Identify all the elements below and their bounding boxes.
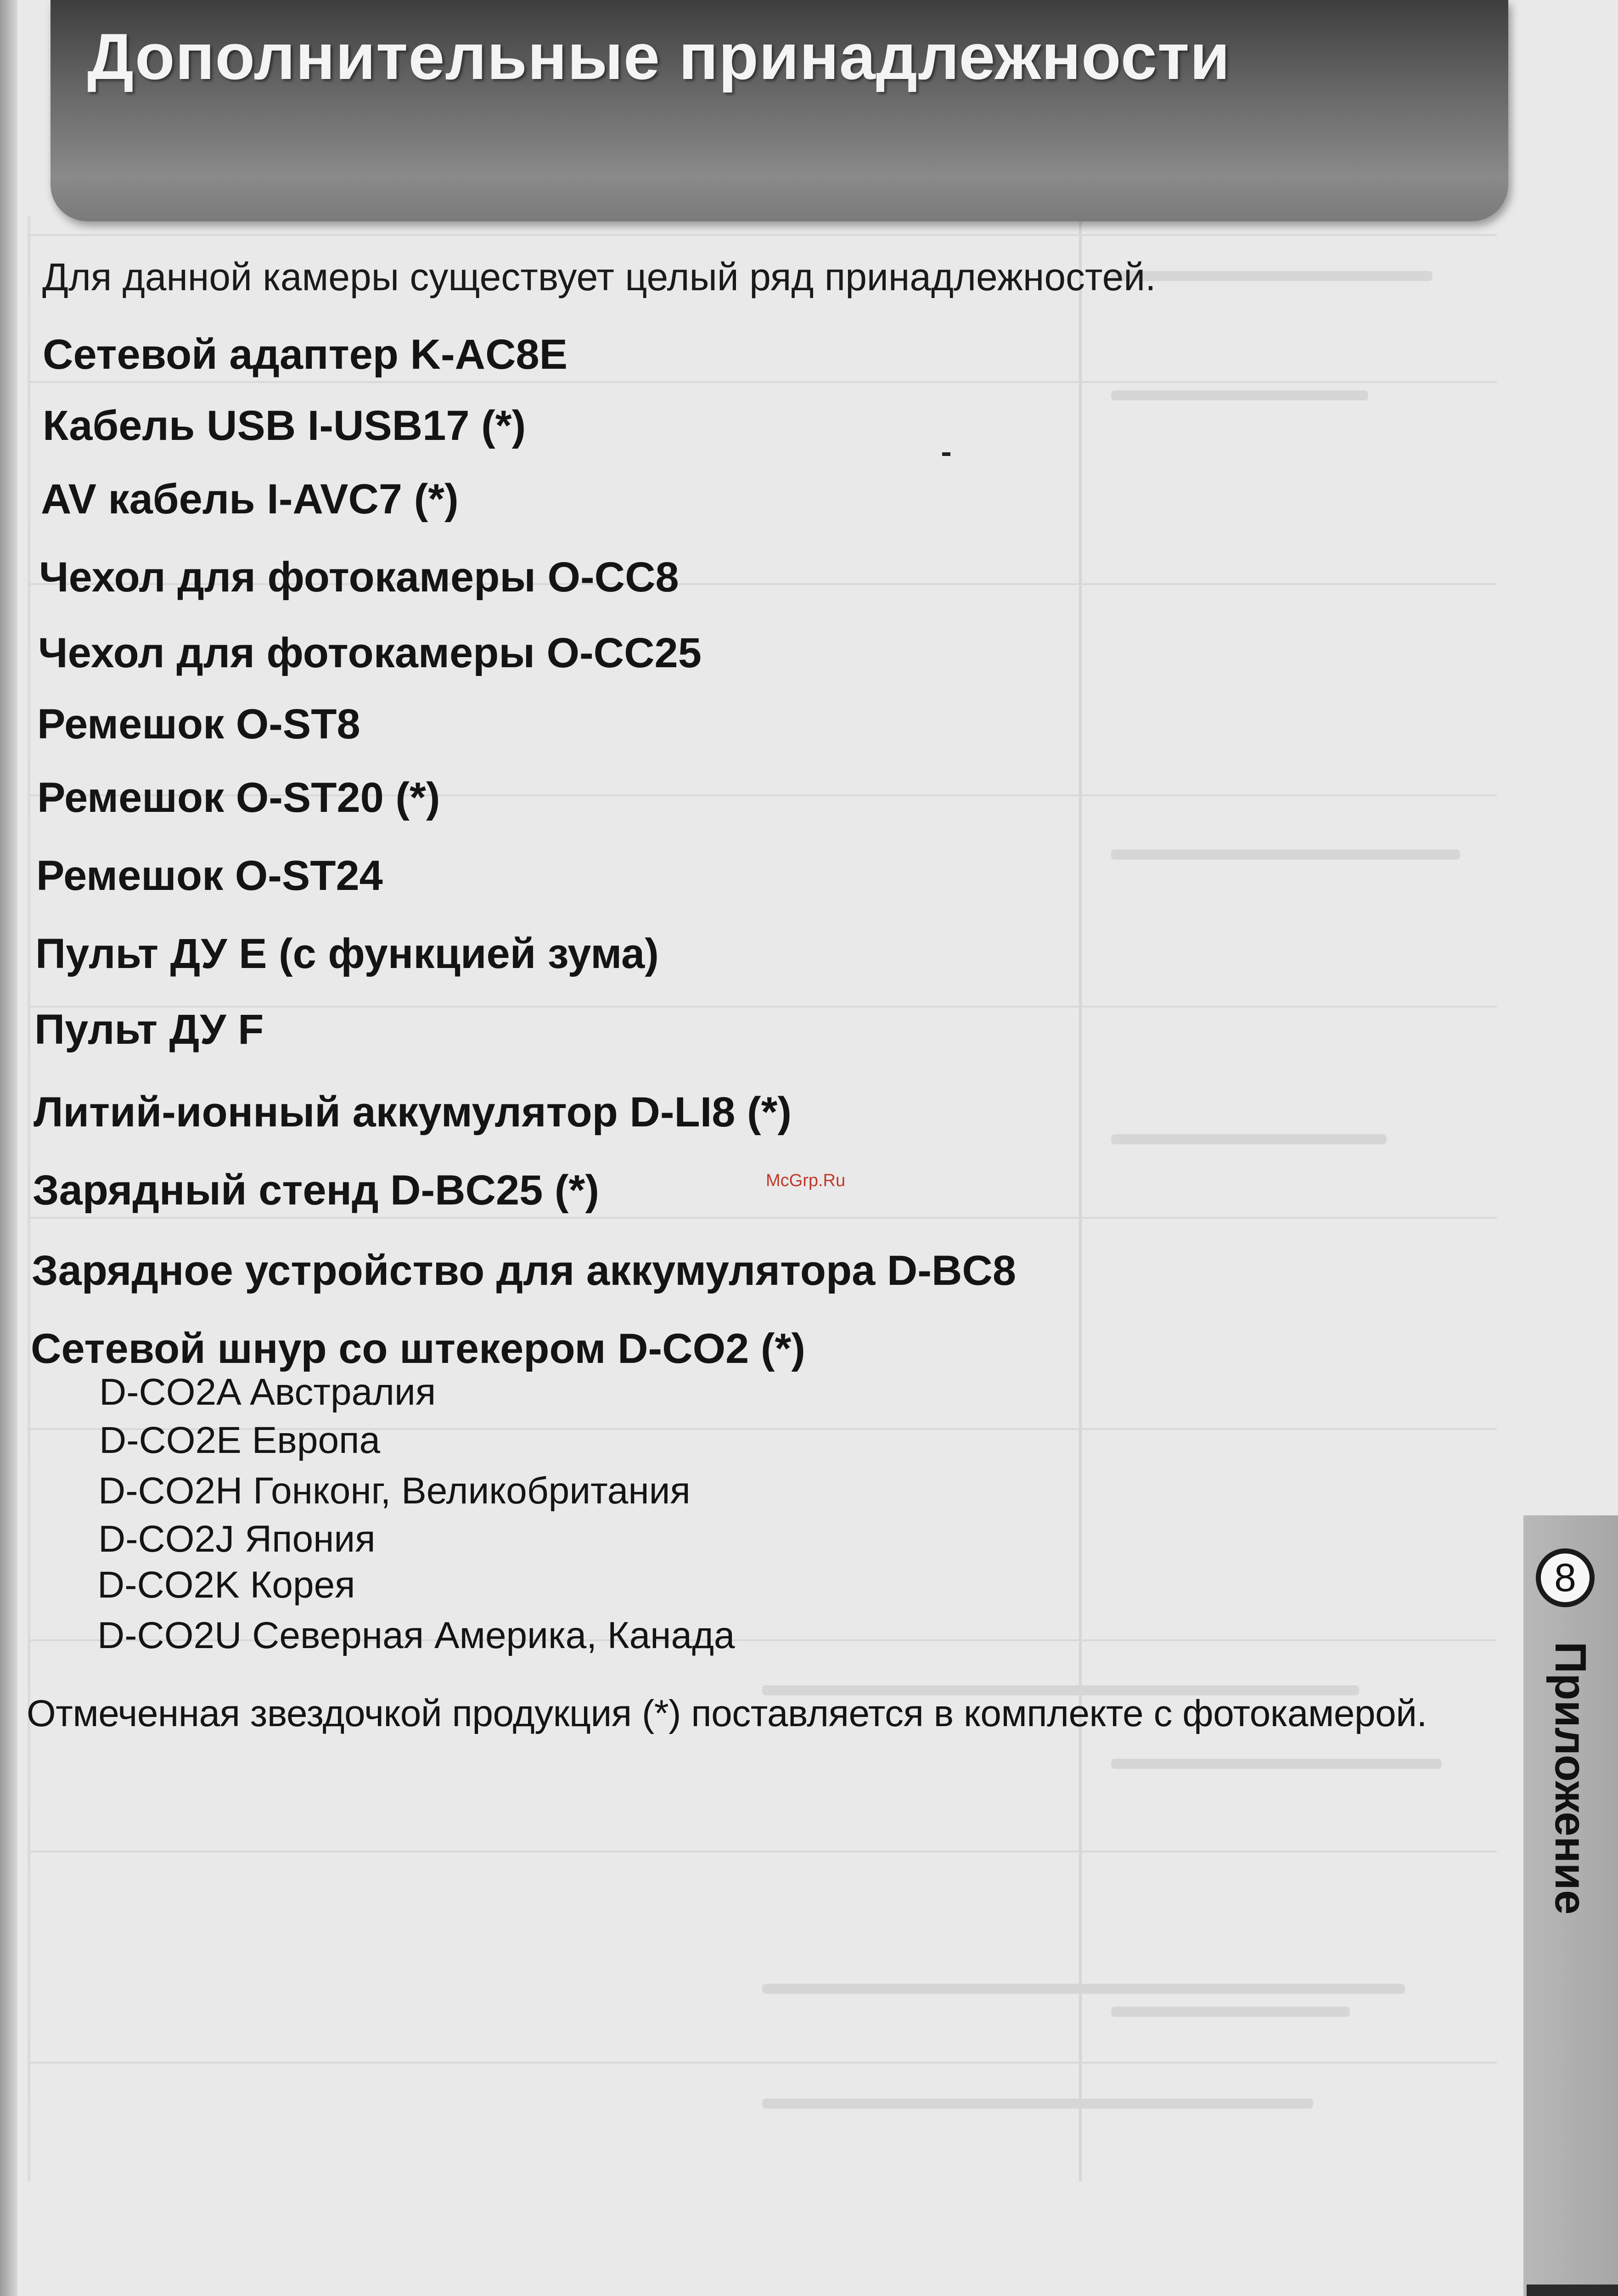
intro-text: Для данной камеры существует целый ряд принадлежностей. xyxy=(42,255,1156,298)
stray-mark xyxy=(942,452,950,456)
accessory-item: Ремешок O-ST24 xyxy=(36,852,383,899)
power-cord-variant: D-CO2E Европа xyxy=(99,1419,381,1461)
power-cord-variant: D-CO2J Япония xyxy=(98,1518,376,1560)
accessory-item: Пульт ДУ E (с функцией зума) xyxy=(35,930,659,977)
page-header-banner xyxy=(51,0,1508,221)
page-edge xyxy=(0,0,17,2296)
power-cord-variant: D-CO2A Австралия xyxy=(99,1371,436,1413)
accessory-item: Чехол для фотокамеры O-CC8 xyxy=(39,554,679,601)
chapter-number-badge: 8 xyxy=(1536,1548,1595,1607)
power-cord-variant: D-CO2H Гонконг, Великобритания xyxy=(98,1470,691,1512)
chapter-label: Приложение xyxy=(1546,1642,1595,1915)
page-number xyxy=(1527,2285,1618,2296)
accessory-item: Ремешок O-ST20 (*) xyxy=(37,774,440,821)
accessory-item: Сетевой адаптер K-AC8E xyxy=(43,331,568,378)
page-title: Дополнительные принадлежности xyxy=(87,20,1230,93)
accessory-item: Пульт ДУ F xyxy=(34,1006,264,1053)
accessory-item: Сетевой шнур со штекером D-CO2 (*) xyxy=(31,1325,805,1372)
power-cord-variant: D-CO2K Корея xyxy=(97,1564,355,1606)
accessory-item: Чехол для фотокамеры O-CC25 xyxy=(38,630,702,676)
watermark: McGrp.Ru xyxy=(766,1171,846,1190)
accessory-item: Зарядное устройство для аккумулятора D-BC8 xyxy=(32,1247,1017,1294)
accessory-item: Кабель USB I-USB17 (*) xyxy=(43,402,526,449)
footnote: Отмеченная звездочкой продукция (*) поставляется в комплекте с фотокамерой. xyxy=(27,1693,1427,1734)
power-cord-variant: D-CO2U Северная Америка, Канада xyxy=(97,1615,735,1656)
accessory-item: Зарядный стенд D-BC25 (*) xyxy=(33,1167,599,1214)
accessory-item: Ремешок O-ST8 xyxy=(37,701,360,748)
accessory-item: Литий-ионный аккумулятор D-LI8 (*) xyxy=(34,1089,792,1136)
accessory-item: AV кабель I-AVC7 (*) xyxy=(41,476,459,523)
